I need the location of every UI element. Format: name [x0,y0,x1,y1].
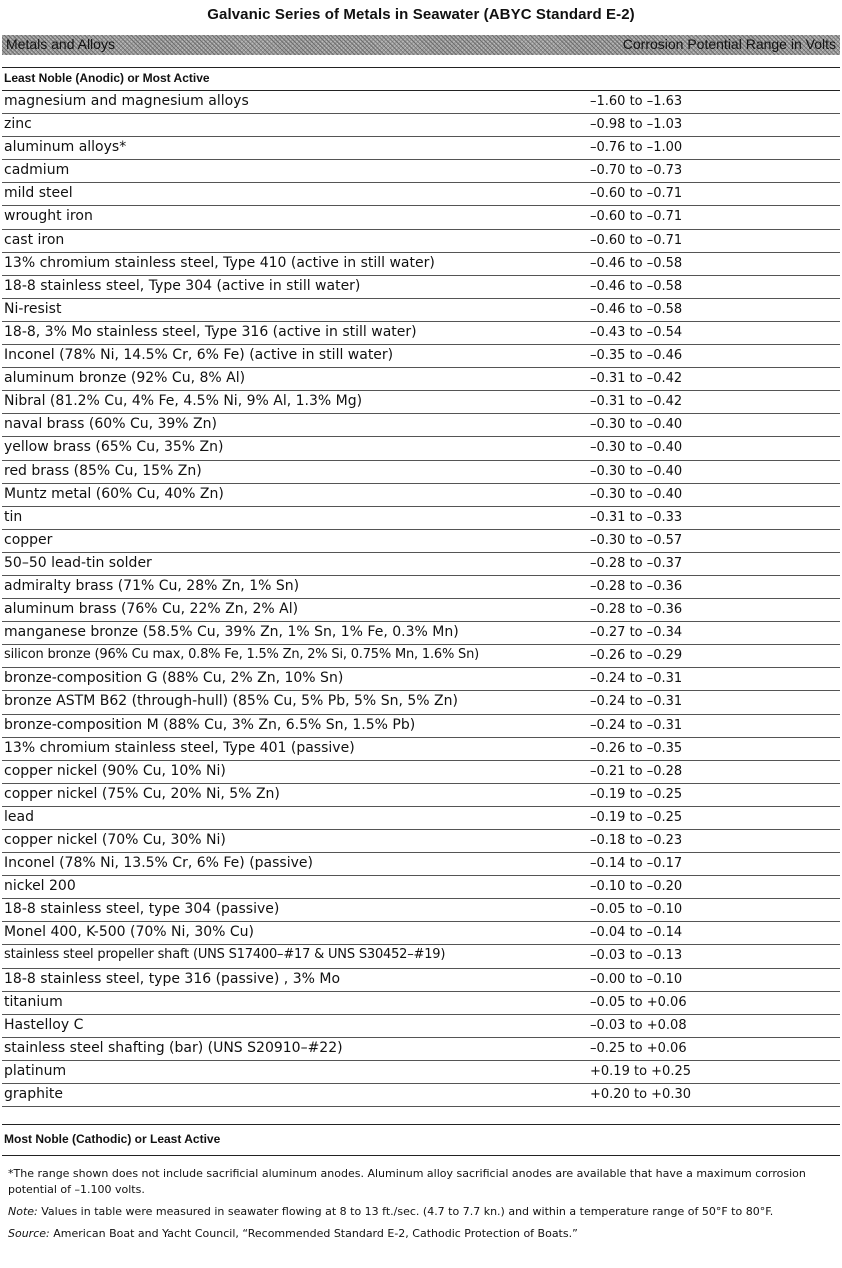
metal-name: yellow brass (65% Cu, 35% Zn) [4,439,224,456]
metal-name: 50–50 lead-tin solder [4,554,152,571]
potential-range: –0.28 to –0.36 [590,602,683,618]
potential-range: –0.26 to –0.29 [590,648,683,664]
table-row [2,876,840,899]
table-row [2,414,840,437]
table-row [2,230,840,253]
metal-name: zinc [4,116,32,133]
metal-name: cast iron [4,231,65,248]
metal-name: copper nickel (70% Cu, 30% Ni) [4,832,226,848]
table-row [2,992,840,1015]
potential-range: –0.30 to –0.40 [590,417,683,433]
table-row [2,183,840,206]
metal-name: 18-8 stainless steel, type 316 (passive) , 3% Mo [4,970,341,987]
section-least-noble: Least Noble (Anodic) or Most Active [4,71,210,85]
footnote-asterisk: *The range shown does not include sacrificial aluminum anodes. Aluminum alloy sacrificial anodes are available that have a maximum corrosion potential of –1.100 volts. [8,1167,806,1196]
table-row [2,1084,840,1107]
table-row [2,160,840,183]
divider [2,67,840,68]
divider [2,1155,840,1156]
metal-name: nickel 200 [4,878,76,895]
potential-range: –0.46 to –0.58 [590,301,683,317]
metal-name: bronze-composition M (88% Cu, 3% Zn, 6.5% Sn, 1.5% Pb) [4,716,416,733]
potential-range: –0.30 to –0.40 [590,440,683,456]
divider [2,1124,840,1125]
source-text: American Boat and Yacht Council, “Recommended Standard E-2, Cathodic Protection of Boats.” [49,1227,578,1240]
table-row [2,969,840,992]
table-row [2,345,840,368]
potential-range: –0.98 to –1.03 [590,117,683,133]
metal-name: magnesium and magnesium alloys [4,93,249,109]
potential-range: –0.24 to –0.31 [590,671,683,687]
metal-name: copper [4,531,53,548]
potential-range: –0.14 to –0.17 [590,856,683,872]
potential-range: +0.20 to +0.30 [590,1087,691,1103]
table-header [2,35,840,55]
table-row [2,1061,840,1084]
metal-name: tin [4,508,23,525]
source-label: Source: [8,1227,50,1240]
potential-range: –0.05 to –0.10 [590,902,683,918]
metal-name: stainless steel propeller shaft (UNS S17400–#17 & UNS S30452–#19) [4,947,446,963]
metal-name: naval brass (60% Cu, 39% Zn) [4,416,217,433]
table-row [2,599,840,622]
metal-name: mild steel [4,185,73,202]
potential-range: –0.24 to –0.31 [590,694,683,710]
footnote-source [8,1226,808,1242]
metal-name: stainless steel shafting (bar) (UNS S20910–#22) [4,1039,343,1056]
header-corrosion-potential: Corrosion Potential Range in Volts [622,36,836,52]
table-row [2,484,840,507]
table-row [2,784,840,807]
potential-range: –0.28 to –0.37 [590,555,683,571]
potential-range: –0.76 to –1.00 [590,140,683,156]
metal-name: 13% chromium stainless steel, Type 410 (active in still water) [4,254,435,271]
potential-range: –0.30 to –0.40 [590,463,683,479]
metal-name: lead [4,808,34,825]
section-most-noble: Most Noble (Cathodic) or Least Active [4,1132,221,1146]
table-row [2,899,840,922]
metal-name: Monel 400, K-500 (70% Ni, 30% Cu) [4,924,254,941]
table-row [2,507,840,530]
table-row [2,738,840,761]
table-row [2,206,840,229]
metal-name: 13% chromium stainless steel, Type 401 (passive) [4,739,355,756]
table-row [2,945,840,968]
metal-name: aluminum bronze (92% Cu, 8% Al) [4,370,246,387]
potential-range: –0.31 to –0.42 [590,371,683,387]
table-row [2,922,840,945]
table-row [2,322,840,345]
table-row [2,807,840,830]
metal-name: silicon bronze (96% Cu max, 0.8% Fe, 1.5% Zn, 2% Si, 0.75% Mn, 1.6% Sn) [4,647,479,663]
metal-name: Inconel (78% Ni, 14.5% Cr, 6% Fe) (active in still water) [4,347,394,364]
potential-range: –0.19 to –0.25 [590,786,683,802]
potential-range: –0.30 to –0.57 [590,532,683,548]
table-row [2,553,840,576]
metal-name: copper nickel (90% Cu, 10% Ni) [4,762,226,779]
header-metals-and-alloys: Metals and Alloys [6,36,115,52]
potential-range: –0.28 to –0.36 [590,578,683,594]
metal-name: copper nickel (75% Cu, 20% Ni, 5% Zn) [4,785,280,802]
potential-range: –0.24 to –0.31 [590,717,683,733]
potential-range: –0.60 to –0.71 [590,209,683,225]
potential-range: –0.00 to –0.10 [590,971,683,987]
table-row [2,576,840,599]
metal-name: 18-8, 3% Mo stainless steel, Type 316 (active in still water) [4,323,417,340]
table-row [2,830,840,853]
table-row [2,668,840,691]
table-row [2,114,840,137]
metal-name: admiralty brass (71% Cu, 28% Zn, 1% Sn) [4,577,300,594]
metal-name: Ni-resist [4,300,62,317]
table-row [2,530,840,553]
metal-name: wrought iron [4,208,93,225]
potential-range: –0.30 to –0.40 [590,486,683,502]
potential-range: –0.35 to –0.46 [590,348,683,364]
galvanic-table [2,91,840,1107]
metal-name: Nibral (81.2% Cu, 4% Fe, 4.5% Ni, 9% Al, 1.3% Mg) [4,393,363,410]
table-row [2,853,840,876]
table-row [2,437,840,460]
note-text: Values in table were measured in seawater flowing at 8 to 13 ft./sec. (4.7 to 7.7 kn.) and within a temperature range of 50°F to 80°F. [37,1205,774,1218]
metal-name: bronze-composition G (88% Cu, 2% Zn, 10% Sn) [4,670,344,687]
metal-name: aluminum brass (76% Cu, 22% Zn, 2% Al) [4,601,299,618]
metal-name: 18-8 stainless steel, Type 304 (active in still water) [4,277,361,294]
table-row [2,1038,840,1061]
metal-name: bronze ASTM B62 (through-hull) (85% Cu, 5% Pb, 5% Sn, 5% Zn) [4,693,458,710]
metal-name: Inconel (78% Ni, 13.5% Cr, 6% Fe) (passive) [4,855,313,872]
table-row [2,276,840,299]
potential-range: –0.31 to –0.33 [590,509,683,525]
metal-name: aluminum alloys* [4,139,127,156]
note-label: Note: [8,1205,38,1218]
potential-range: –0.31 to –0.42 [590,394,683,410]
metal-name: red brass (85% Cu, 15% Zn) [4,462,202,479]
metal-name: Hastelloy C [4,1016,84,1033]
metal-name: titanium [4,993,63,1010]
potential-range: –0.04 to –0.14 [590,925,683,941]
table-row [2,137,840,160]
table-row [2,391,840,414]
table-row [2,691,840,714]
metal-name: manganese bronze (58.5% Cu, 39% Zn, 1% Sn, 1% Fe, 0.3% Mn) [4,624,459,641]
metal-name: Muntz metal (60% Cu, 40% Zn) [4,485,224,502]
table-row [2,91,840,114]
potential-range: –0.10 to –0.20 [590,879,683,895]
footnote-note [8,1204,808,1220]
potential-range: –0.60 to –0.71 [590,232,683,248]
table-row [2,622,840,645]
metal-name: platinum [4,1062,67,1079]
potential-range: –0.43 to –0.54 [590,324,683,340]
potential-range: –0.03 to +0.08 [590,1017,687,1033]
potential-range: –0.19 to –0.25 [590,809,683,825]
table-row [2,1015,840,1038]
potential-range: –0.27 to –0.34 [590,625,683,641]
table-row [2,761,840,784]
metal-name: graphite [4,1086,63,1103]
footnotes [8,1166,808,1248]
potential-range: –0.05 to +0.06 [590,994,687,1010]
metal-name: 18-8 stainless steel, type 304 (passive) [4,901,280,918]
potential-range: –0.03 to –0.13 [590,948,683,964]
potential-range: –0.25 to +0.06 [590,1040,687,1056]
potential-range: –0.26 to –0.35 [590,740,683,756]
table-row [2,715,840,738]
potential-range: –0.46 to –0.58 [590,278,683,294]
table-row [2,461,840,484]
potential-range: –0.60 to –0.71 [590,186,683,202]
table-row [2,368,840,391]
potential-range: +0.19 to +0.25 [590,1063,691,1079]
metal-name: cadmium [4,162,70,179]
table-row [2,299,840,322]
potential-range: –0.70 to –0.73 [590,163,683,179]
potential-range: –0.18 to –0.23 [590,833,683,848]
potential-range: –1.60 to –1.63 [590,94,683,109]
table-row [2,645,840,668]
potential-range: –0.46 to –0.58 [590,255,683,271]
page-title: Galvanic Series of Metals in Seawater (ABYC Standard E-2) [207,6,635,23]
potential-range: –0.21 to –0.28 [590,763,683,779]
table-row [2,253,840,276]
